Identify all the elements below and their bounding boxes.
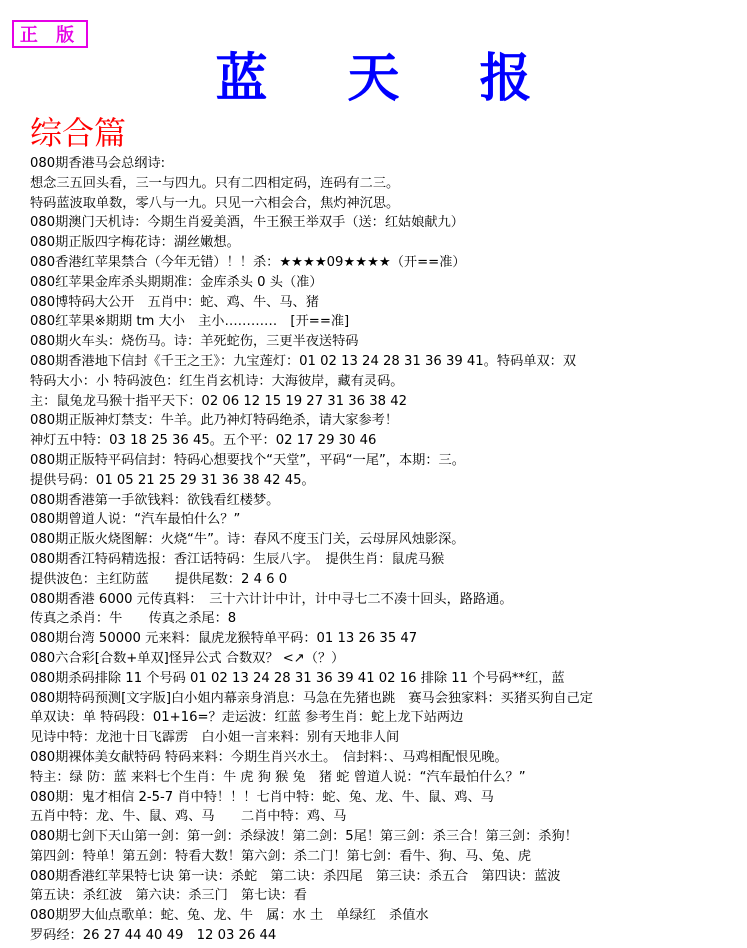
text-line: 080期香港马会总纲诗: — [30, 156, 166, 171]
text-line: 080期杀码排除 11 个号码 01 02 13 24 28 31 36 39 41 02 16 排除 11 个号码**红，蓝 — [30, 670, 565, 686]
content-lines — [30, 154, 742, 946]
text-line: 080期澳门天机诗：今期生肖爱美酒，牛王猴王举双手（送：红姑娘献九） — [30, 215, 464, 231]
title-char-3: 报 — [479, 48, 532, 109]
text-line: 特码蓝波取单数，零八与一九。只见一六相会合，焦灼神沉思。 — [30, 195, 400, 211]
text-line: 080期裸体美女献特码 特码来料：今期生肖兴水土。 信封料：、马鸡相配恨见晚。 — [30, 749, 508, 765]
text-line: 080期台湾 50000 元来料：鼠虎龙猴特单平码：01 13 26 35 47 — [30, 631, 418, 647]
text-line: 080期香港地下信封《千王之王》：九宝莲灯：01 02 13 24 28 31 36 39 41。特码单双：双 — [30, 353, 577, 369]
section-heading: 综合篇 — [30, 114, 127, 152]
text-line: 五肖中特：龙、牛、鼠、鸡、马 二肖中特：鸡、马 — [30, 809, 347, 825]
text-line: 080香港红苹果禁合（今年无错）！！杀：★★★★09★★★★（开==准） — [30, 254, 466, 270]
text-line: 080六合彩[合数+单双]怪异公式 合数双？ <↗（？） — [30, 650, 345, 666]
edition-badge: 正 版 — [12, 20, 88, 48]
text-line: 080期香江特码精选报：香江话特码：生辰八字。 提供生肖：鼠虎马猴 — [30, 551, 445, 567]
title-char-1: 蓝 — [215, 48, 268, 109]
masthead-title — [0, 36, 747, 111]
text-line: 罗码经：26 27 44 40 49 12 03 26 44 — [30, 928, 277, 944]
text-line: 神灯五中特：03 18 25 36 45。五个平：02 17 29 30 46 — [30, 433, 377, 449]
text-line: 080博特码大公开 五肖中：蛇、鸡、牛、马、猪 — [30, 294, 319, 310]
text-line: 见诗中特：龙池十日飞霹雳 白小姐一言来料：别有天地非人间 — [30, 730, 400, 746]
text-line: 第四剑：特单！第五剑：特看大数！第六剑：杀二门！第七剑：看牛、狗、马、兔、虎 — [30, 848, 532, 864]
text-line: 080期罗大仙点歌单：蛇、兔、龙、牛 属：水 土 单绿红 杀值水 — [30, 908, 429, 924]
text-line: 080期正版四字梅花诗：湖丝嫩想。 — [30, 235, 240, 251]
text-line: 080期香港红苹果特七诀 第一诀：杀蛇 第二诀：杀四尾 第三诀：杀五合 第四诀：蓝波 — [30, 868, 561, 884]
text-line: 主：鼠兔龙马猴十指平天下：02 06 12 15 19 27 31 36 38 42 — [30, 393, 407, 409]
text-line: 080期特码预测[文字版]白小姐内幕亲身消息：马急在先猪也跳 赛马会独家料：买猪买狗自己定 — [30, 690, 593, 706]
text-line: 080期香港第一手欲钱料：欲钱看红楼梦。 — [30, 492, 280, 508]
text-line: 特码大小：小 特码波色：红生肖玄机诗：大海彼岸，藏有灵码。 — [30, 373, 404, 389]
text-line: 080期正版火烧图解：火烧“牛”。诗：春风不度玉门关，云母屏风烛影深。 — [30, 532, 465, 548]
text-line: 提供波色：主红防蓝 提供尾数：2 4 6 0 — [30, 571, 288, 587]
text-line: 特主：绿 防：蓝 来料七个生肖：牛 虎 狗 猴 兔 猪 蛇 曾道人说：“汽车最怕什么？” — [30, 769, 526, 785]
text-line: 080红苹果金库杀头期期准：金库杀头 0 头（准） — [30, 274, 323, 290]
text-line: 想念三五回头看，三一与四九。只有二四相定码，连码有二三。 — [30, 175, 400, 191]
text-line: 080期正版神灯禁支：牛羊。此乃神灯特码绝杀，请大家参考！ — [30, 413, 399, 429]
text-line: 提供号码：01 05 21 25 29 31 36 38 42 45。 — [30, 472, 315, 488]
text-line: 080期火车头：烧伤马。诗：羊死蛇伤，三更半夜送特码 — [30, 334, 359, 350]
title-char-2: 天 — [347, 48, 400, 109]
text-line: 单双诀：单 特码段：01+16=？走运波：红蓝 参考生肖：蛇上龙下站两边 — [30, 710, 464, 726]
text-line: 080期曾道人说：“汽车最怕什么？” — [30, 512, 241, 528]
text-line: 传真之杀肖：牛 传真之杀尾：8 — [30, 611, 237, 627]
text-line: 第五诀：杀红波 第六诀：杀三门 第七诀：看 — [30, 888, 307, 904]
text-line: 080红苹果※期期 tm 大小 主小………… [开==准] — [30, 314, 350, 330]
text-line: 080期香港 6000 元传真料： 三十六计计中计，计中寻七二不凑十回头，路路通。 — [30, 591, 513, 607]
text-line: 080期：鬼才相信 2-5-7 肖中特！！！七肖中特：蛇、兔、龙、牛、鼠、鸡、马 — [30, 789, 494, 805]
text-line: 080期七剑下天山第一剑：第一剑：杀绿波！第二剑：5尾！第三剑：杀三合！第三剑：杀狗！ — [30, 829, 578, 845]
text-line: 080期正版特平码信封：特码心想要找个“天堂”，平码“一尾”，本期：三。 — [30, 452, 465, 468]
